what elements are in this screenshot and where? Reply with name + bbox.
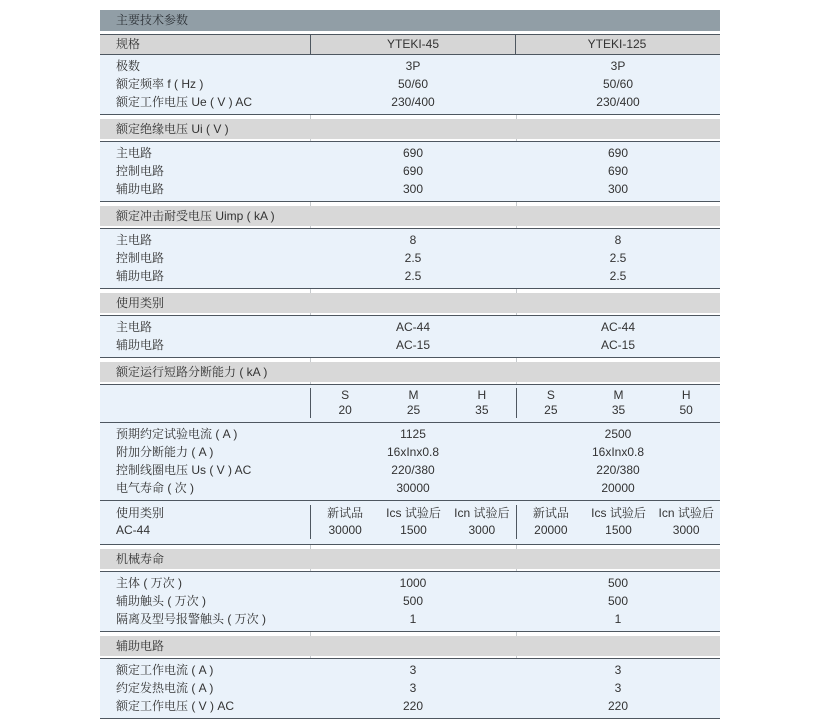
value-yteki-45: 1125	[400, 427, 426, 441]
test-condition-value: 20000	[534, 523, 568, 537]
value-yteki-125: 1	[614, 612, 622, 626]
test-condition-value: 1500	[400, 523, 427, 537]
section-heading-mechanical-life: 机械寿命	[100, 549, 720, 569]
table-title: 主要技术参数	[100, 10, 720, 31]
row-label: 主电路	[116, 146, 153, 160]
value-yteki-45: 2.5	[404, 269, 422, 283]
row-label: 极数	[116, 59, 141, 73]
section-rated-insulation-voltage	[100, 141, 720, 202]
section-heading-breaking-capacity: 额定运行短路分断能力 ( kA )	[100, 362, 720, 382]
value-yteki-125: 500	[607, 576, 629, 590]
technical-parameters-table	[100, 10, 720, 719]
usage-category-line1: 使用类别	[116, 506, 165, 520]
value-yteki-125: 3	[614, 663, 622, 677]
smh-label: M	[613, 388, 624, 402]
value-yteki-45: 8	[409, 233, 417, 247]
model-header-yteki-45: YTEKI-45	[310, 35, 515, 54]
value-yteki-125: 690	[607, 164, 629, 178]
value-yteki-125: 2.5	[609, 269, 627, 283]
spec-header-label: 规格	[116, 37, 141, 51]
usage-category-label	[100, 505, 310, 539]
value-yteki-125: 230/400	[596, 95, 640, 109]
test-condition-header: 新试品	[327, 506, 364, 520]
section-breaking-capacity	[100, 384, 720, 545]
table-row	[100, 318, 720, 336]
table-row	[100, 425, 720, 443]
breaking-capacity-rows	[100, 423, 720, 500]
value-yteki-45: 220/380	[391, 463, 435, 477]
value-yteki-45: 30000	[396, 481, 430, 495]
section-auxiliary-circuit	[100, 658, 720, 719]
table-row	[100, 144, 720, 162]
smh-label: H	[681, 388, 691, 402]
smh-value: 35	[611, 403, 626, 417]
row-label: 额定工作电压 Ue ( V ) AC	[116, 95, 253, 109]
smh-group-yteki-125	[516, 388, 720, 418]
row-label: 辅助电路	[116, 269, 165, 283]
value-yteki-45: 2.5	[404, 251, 422, 265]
value-yteki-125: 50/60	[602, 77, 634, 91]
value-yteki-45: 1000	[399, 576, 427, 590]
test-condition-header: Icn 试验后	[658, 506, 714, 520]
value-yteki-45: AC-15	[395, 338, 430, 352]
table-row	[100, 661, 720, 679]
table-row	[100, 461, 720, 479]
table-row	[100, 75, 720, 93]
section-mechanical-life	[100, 571, 720, 632]
smh-header-row	[100, 385, 720, 423]
value-yteki-45: 300	[402, 182, 424, 196]
smh-label: S	[341, 388, 350, 402]
model-header-yteki-125: YTEKI-125	[515, 35, 718, 54]
table-row	[100, 479, 720, 497]
usage-category-line2: AC-44	[116, 523, 151, 537]
row-label: 额定频率 f ( Hz )	[116, 77, 204, 91]
usage-group-yteki-45	[310, 505, 516, 539]
row-label: 主电路	[116, 320, 153, 334]
value-yteki-125: 2500	[604, 427, 632, 441]
smh-label: H	[477, 388, 487, 402]
section-heading-impulse-withstand-voltage: 额定冲击耐受电压 Uimp ( kA )	[100, 206, 720, 226]
section-general-ratings	[100, 55, 720, 115]
value-yteki-45: 3	[409, 681, 417, 695]
table-row	[100, 592, 720, 610]
test-condition-value: 30000	[328, 523, 362, 537]
table-row	[100, 249, 720, 267]
test-condition-value: 1500	[605, 523, 632, 537]
row-label: 控制电路	[116, 164, 165, 178]
table-row	[100, 679, 720, 697]
table-row	[100, 336, 720, 354]
table-row	[100, 162, 720, 180]
section-impulse-withstand-voltage	[100, 228, 720, 289]
section-heading-auxiliary-circuit: 辅助电路	[100, 636, 720, 656]
smh-value: 50	[679, 403, 693, 417]
row-label: 额定工作电流 ( A )	[116, 663, 214, 677]
row-label: 主体 ( 万次 )	[116, 576, 182, 590]
row-label: 隔离及型号报警触头 ( 万次 )	[116, 612, 266, 626]
smh-label: S	[546, 388, 555, 402]
value-yteki-125: AC-15	[600, 338, 635, 352]
value-yteki-125: 690	[607, 146, 629, 160]
section-heading-rated-insulation-voltage: 额定绝缘电压 Ui ( V )	[100, 119, 720, 139]
value-yteki-125: 300	[607, 182, 629, 196]
table-row	[100, 697, 720, 715]
table-row	[100, 574, 720, 592]
value-yteki-45: 1	[409, 612, 417, 626]
value-yteki-45: 690	[402, 146, 424, 160]
smh-group-yteki-45	[310, 388, 516, 418]
table-row	[100, 231, 720, 249]
row-label: 辅助电路	[116, 338, 165, 352]
row-label: 主电路	[116, 233, 153, 247]
table-row	[100, 610, 720, 628]
value-yteki-45: 230/400	[391, 95, 435, 109]
row-label: 电气寿命 ( 次 )	[116, 481, 194, 495]
value-yteki-125: 2.5	[609, 251, 627, 265]
row-label: 控制电路	[116, 251, 165, 265]
smh-label: M	[408, 388, 419, 402]
value-yteki-45: 50/60	[397, 77, 429, 91]
table-row	[100, 180, 720, 198]
row-label: 辅助电路	[116, 182, 165, 196]
value-yteki-45: 16xInx0.8	[386, 445, 440, 459]
value-yteki-125: 3	[614, 681, 622, 695]
smh-value: 35	[475, 403, 489, 417]
row-label: 预期约定试验电流 ( A )	[116, 427, 238, 441]
usage-group-yteki-125	[516, 505, 720, 539]
section-heading-utilization-category: 使用类别	[100, 293, 720, 313]
value-yteki-45: AC-44	[395, 320, 430, 334]
value-yteki-125: 20000	[601, 481, 635, 495]
row-label: 额定工作电压 ( V ) AC	[116, 699, 235, 713]
section-utilization-category	[100, 315, 720, 358]
value-yteki-45: 500	[402, 594, 424, 608]
value-yteki-125: AC-44	[600, 320, 635, 334]
value-yteki-45: 3	[409, 663, 417, 677]
test-condition-value: 3000	[468, 523, 496, 537]
row-label: 控制线圈电压 Us ( V ) AC	[116, 463, 252, 477]
value-yteki-125: 16xInx0.8	[591, 445, 645, 459]
value-yteki-45: 690	[402, 164, 424, 178]
test-condition-header: Ics 试验后	[386, 506, 441, 520]
value-yteki-45: 220	[402, 699, 424, 713]
value-yteki-125: 3P	[610, 59, 626, 73]
usage-category-ac44-row	[100, 500, 720, 544]
row-label: 约定发热电流 ( A )	[116, 681, 214, 695]
smh-value: 25	[544, 403, 558, 417]
value-yteki-45: 3P	[405, 59, 421, 73]
smh-value: 25	[406, 403, 421, 417]
value-yteki-125: 220	[607, 699, 629, 713]
smh-value: 20	[338, 403, 352, 417]
test-condition-value: 3000	[672, 523, 700, 537]
table-row	[100, 267, 720, 285]
test-condition-header: Ics 试验后	[591, 506, 646, 520]
value-yteki-125: 220/380	[596, 463, 640, 477]
test-condition-header: Icn 试验后	[454, 506, 510, 520]
table-row	[100, 443, 720, 461]
row-label: 附加分断能力 ( A )	[116, 445, 214, 459]
table-row	[100, 57, 720, 75]
smh-empty-cell	[100, 388, 310, 418]
row-label: 辅助触头 ( 万次 )	[116, 594, 206, 608]
table-row	[100, 93, 720, 111]
value-yteki-125: 8	[614, 233, 622, 247]
value-yteki-125: 500	[607, 594, 629, 608]
spec-header-row	[100, 34, 720, 55]
test-condition-header: 新试品	[532, 506, 569, 520]
